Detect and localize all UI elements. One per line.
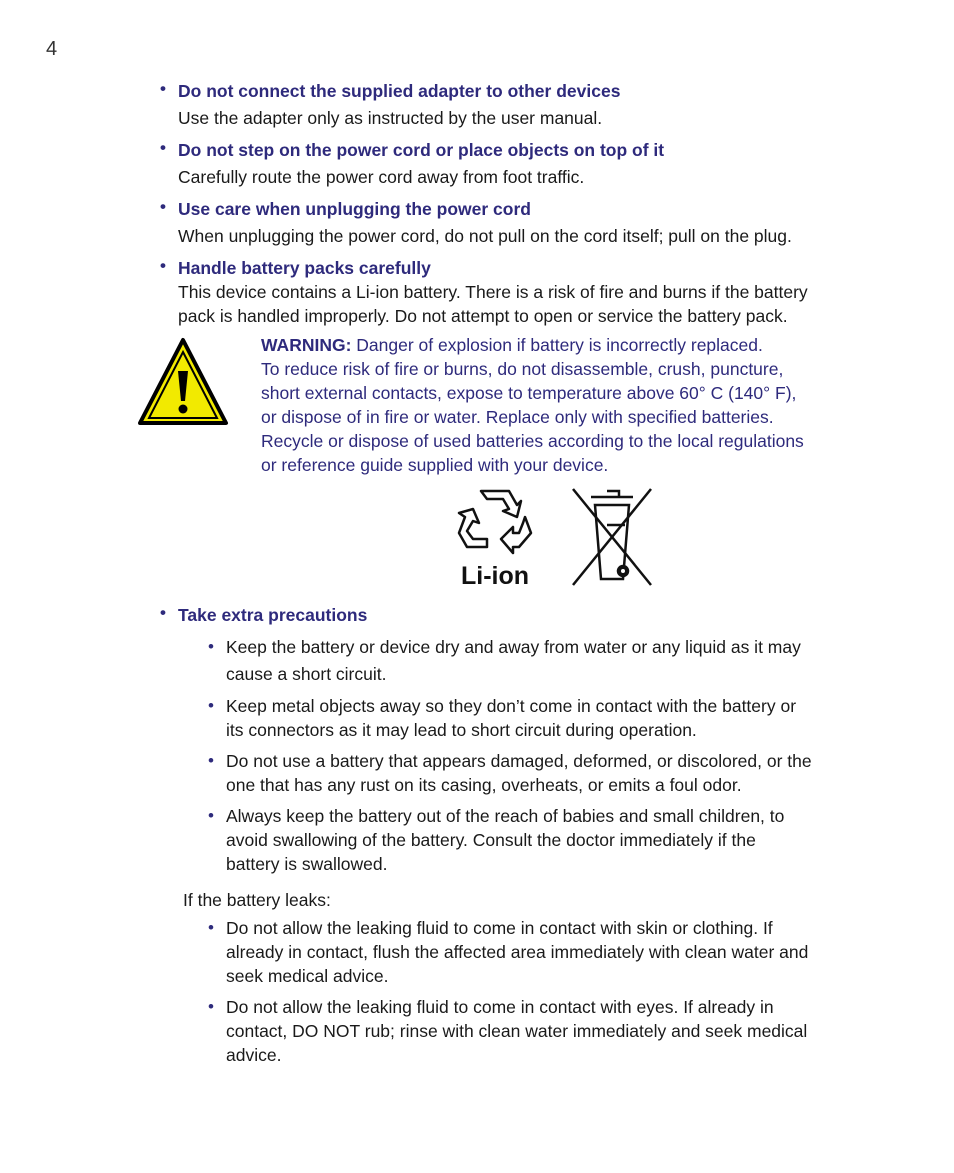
list-item-line: Do not allow the leaking fluid to come in contact with skin or clothing. If [226, 918, 773, 938]
section-power-cord [160, 138, 860, 189]
bullet-icon: • [208, 806, 214, 825]
section-heading: Use care when unplugging the power cord [178, 199, 531, 219]
list-item [208, 749, 858, 797]
list-item [208, 694, 858, 742]
list-item-line: Always keep the battery out of the reach of babies and small children, to [226, 806, 785, 826]
warning-line: Recycle or dispose of used batteries according to the local regulations [261, 431, 804, 451]
section-text: Use the adapter only as instructed by the user manual. [178, 108, 603, 128]
list-item-line: Do not use a battery that appears damaged, deformed, or discolored, or the [226, 751, 812, 771]
warning-line: short external contacts, expose to temperature above 60° C (140° F), [261, 383, 797, 403]
list-item-line: cause a short circuit. [226, 664, 387, 684]
bullet-icon: • [160, 197, 166, 216]
warning-line: or dispose of in fire or water. Replace only with specified batteries. [261, 407, 774, 427]
warning-text: Danger of explosion if battery is incorrectly replaced. [356, 335, 763, 355]
warning-line: To reduce risk of fire or burns, do not disassemble, crush, puncture, [261, 359, 784, 379]
list-item-line: one that has any rust on its casing, overheats, or emits a foul odor. [226, 775, 742, 795]
section-unplugging [160, 197, 860, 248]
warning-block [261, 333, 861, 477]
list-item-line: Keep metal objects away so they don’t come in contact with the battery or [226, 696, 797, 716]
list-item-line: Do not allow the leaking fluid to come in contact with eyes. If already in [226, 997, 774, 1017]
list-item-line: already in contact, flush the affected area immediately with clean water and [226, 942, 809, 962]
section-heading: Take extra precautions [178, 605, 368, 625]
section-text: Carefully route the power cord away from foot traffic. [178, 167, 585, 187]
section-precautions [160, 603, 860, 627]
warning-line [261, 333, 861, 357]
warning-triangle-icon [137, 337, 229, 427]
warning-label: WARNING: [261, 335, 352, 355]
li-ion-label: Li-ion [461, 562, 530, 589]
bullet-icon: • [208, 696, 214, 715]
section-heading: Do not step on the power cord or place objects on top of it [178, 140, 665, 160]
bullet-icon: • [160, 138, 166, 157]
list-item-line: avoid swallowing of the battery. Consult the doctor immediately if the [226, 830, 756, 850]
recycle-icon [459, 491, 531, 553]
page-number: 4 [46, 38, 58, 60]
list-item-line: its connectors as it may lead to short circuit during operation. [226, 720, 697, 740]
list-item [208, 916, 858, 988]
bullet-icon: • [208, 751, 214, 770]
bullet-icon: • [160, 603, 166, 622]
warning-line: or reference guide supplied with your device. [261, 455, 609, 475]
section-adapter [160, 79, 860, 130]
section-battery-packs [160, 256, 860, 328]
list-item-line: battery is swallowed. [226, 854, 388, 874]
section-text: When unplugging the power cord, do not pull on the cord itself; pull on the plug. [178, 226, 792, 246]
crossed-bin-icon [573, 489, 651, 585]
bullet-icon: • [208, 637, 214, 656]
list-item-line: seek medical advice. [226, 966, 389, 986]
list-item [208, 995, 858, 1067]
list-item [208, 635, 858, 686]
section-text-line: This device contains a Li-ion battery. There is a risk of fire and burns if the battery [178, 282, 808, 302]
bullet-icon: • [160, 79, 166, 98]
list-item-line: contact, DO NOT rub; rinse with clean water immediately and seek medical [226, 1021, 808, 1041]
list-item-line: Keep the battery or device dry and away from water or any liquid as it may [226, 637, 801, 657]
bullet-icon: • [208, 997, 214, 1016]
leak-intro: If the battery leaks: [183, 890, 331, 910]
bullet-icon: • [160, 256, 166, 275]
bullet-icon: • [208, 918, 214, 937]
section-text-line: pack is handled improperly. Do not attempt to open or service the battery pack. [178, 306, 788, 326]
disposal-symbols [455, 487, 655, 589]
section-heading: Handle battery packs carefully [178, 258, 431, 278]
section-heading: Do not connect the supplied adapter to other devices [178, 81, 621, 101]
list-item [208, 804, 858, 876]
list-item-line: advice. [226, 1045, 282, 1065]
